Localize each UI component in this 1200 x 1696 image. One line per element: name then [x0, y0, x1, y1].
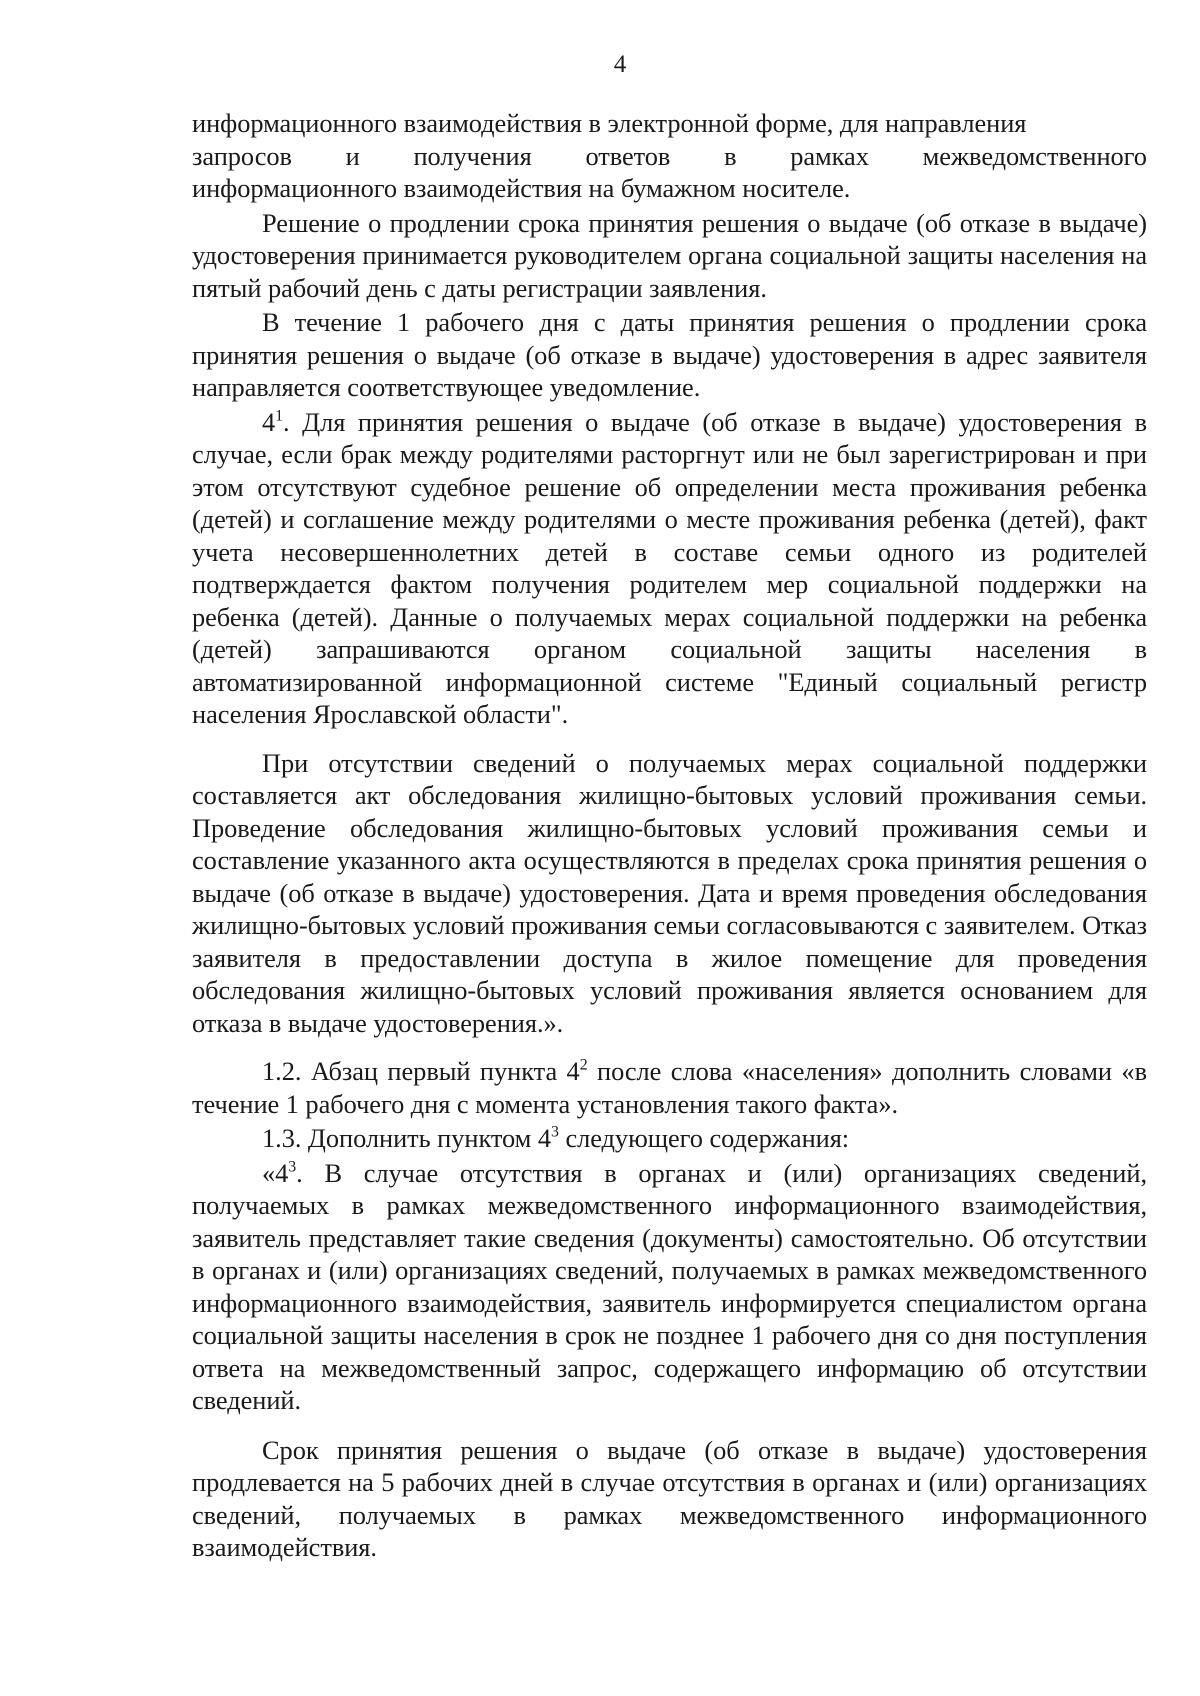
clause-text: . В случае отсутствия в органах и (или) организациях сведений, получаемых в рамках межведомственного информационного взаимодействия, заявитель представляет такие сведения (документы) самостоятельно. Об отсутствии в органах и (или) организациях сведений, получаемых в рамках межведомственного информационного взаимодействия, заявитель информируется специалистом органа социальной защиты населения в срок не позднее 1 рабочего дня со дня поступления ответа на межведомственный запрос, содержащего информацию об отсутствии сведений. [192, 1157, 1147, 1415]
clause-text: . Для принятия решения о выдаче (об отказе в выдаче) удостоверения в случае, если брак между родителями расторгнут или не был зарегистрирован и при этом отсутствуют судебное решение об определении места проживания ребенка (детей) и соглашение между родителями о месте проживания ребенка (детей), факт учета несовершеннолетних детей в составе семьи одного из родителей подтверждается фактом получения родителем мер социальной поддержки на ребенка (детей). Данные о получаемых мерах социальной поддержки на ребенка (детей) запрашиваются органом социальной защиты населения в автоматизированной информационной системе "Единый социальный регистр населения Ярославской области". [192, 406, 1147, 729]
document-body [192, 107, 1147, 1564]
word: в [724, 140, 737, 171]
clause-text: «4 [262, 1157, 289, 1188]
paragraph-continuation-line-2 [192, 140, 1147, 173]
paragraph-extension-decision: Решение о продлении срока принятия решения о выдаче (об отказе в выдаче) удостоверения принимается руководителем органа социальной защиты населения на пятый рабочий день с даты регистрации заявления. [192, 207, 1147, 303]
amendment-text: 1.2. Абзац первый пункта 4 [262, 1056, 580, 1086]
clause-superscript: 3 [288, 1158, 297, 1176]
paragraph-amendment-1-2 [192, 1055, 1147, 1120]
paragraph-clause-4-3 [192, 1157, 1147, 1417]
clause-number: 4 [262, 406, 276, 437]
word: межведомственного [922, 140, 1147, 171]
paragraph-continuation-line-3: информационного взаимодействия на бумажном носителе. [192, 173, 851, 203]
paragraph-continuation-line-1: информационного взаимодействия в электронной форме, для направления [192, 108, 1027, 138]
word: получения [413, 140, 532, 171]
clause-superscript: 1 [275, 407, 284, 425]
word: ответов [585, 140, 671, 171]
paragraph-notification: В течение 1 рабочего дня с даты принятия решения о продлении срока принятия решения о выдаче (об отказе в выдаче) удостоверения в адрес заявителя направляется соответствующее уведомление. [192, 307, 1147, 402]
page-number: 4 [613, 51, 627, 78]
amendment-superscript: 3 [551, 1123, 559, 1141]
amendment-text: после слова «населения» дополнить словами «в течение 1 рабочего дня с момента установления такого факта». [192, 1056, 1147, 1119]
paragraph-inspection-act: При отсутствии сведений о получаемых мерах социальной поддержки составляется акт обследования жилищно-бытовых условий проживания семьи. Проведение обследования жилищно-бытовых условий проживания семьи и составление указанного акта осуществляются в пределах срока принятия решения о выдаче (об отказе в выдаче) удостоверения. Дата и время проведения обследования жилищно-бытовых условий проживания семьи согласовываются с заявителем. Отказ заявителя в предоставлении доступа в жилое помещение для проведения обследования жилищно-бытовых условий проживания является основанием для отказа в выдаче удостоверения.». [192, 747, 1147, 1038]
paragraph-term-extension: Срок принятия решения о выдаче (об отказе в выдаче) удостоверения продлевается на 5 рабочих дней в случае отсутствия в органах и (или) организациях сведений, получаемых в рамках межведомственного информационного взаимодействия. [192, 1434, 1147, 1562]
paragraph-amendment-1-3 [192, 1122, 1147, 1155]
word: рамках [790, 140, 869, 171]
paragraph-clause-4-1 [192, 406, 1147, 731]
word: запросов [192, 140, 292, 171]
amendment-superscript: 2 [579, 1056, 588, 1074]
word: и [345, 140, 360, 171]
amendment-text: 1.3. Дополнить пунктом 4 [262, 1123, 552, 1153]
amendment-text: следующего содержания: [558, 1123, 850, 1153]
